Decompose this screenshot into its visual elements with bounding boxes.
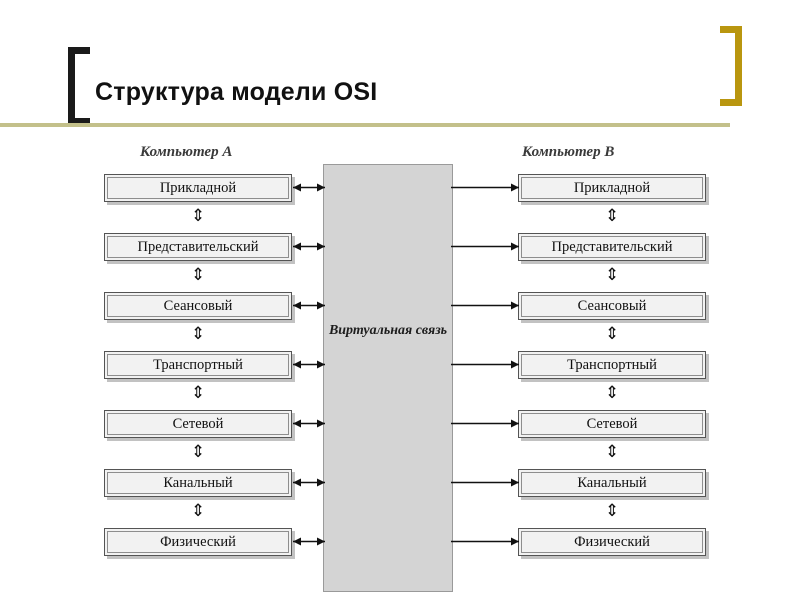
horizontal-connector-arrow [292, 477, 326, 488]
layer-connector-icon: ⇕ [190, 265, 206, 285]
horizontal-connector-arrow [450, 418, 520, 429]
layer-box-left-1: Прикладной [104, 174, 292, 202]
layer-box-left-6: Канальный [104, 469, 292, 497]
layer-box-left-2: Представительский [104, 233, 292, 261]
layer-box-right-2: Представительский [518, 233, 706, 261]
horizontal-connector-arrow [450, 359, 520, 370]
layer-connector-icon: ⇕ [190, 324, 206, 344]
horizontal-connector-arrow [292, 300, 326, 311]
layer-box-right-5: Сетевой [518, 410, 706, 438]
column-title-computer-a: Компьютер A [140, 144, 233, 160]
horizontal-connector-arrow [450, 300, 520, 311]
layer-box-right-4: Транспортный [518, 351, 706, 379]
layer-connector-icon: ⇕ [604, 501, 620, 521]
layer-connector-icon: ⇕ [604, 442, 620, 462]
layer-connector-icon: ⇕ [604, 324, 620, 344]
header-divider [0, 123, 730, 127]
layer-box-left-7: Физический [104, 528, 292, 556]
osi-model-diagram [0, 132, 800, 592]
layer-box-right-3: Сеансовый [518, 292, 706, 320]
horizontal-connector-arrow [292, 182, 326, 193]
layer-box-left-5: Сетевой [104, 410, 292, 438]
horizontal-connector-arrow [292, 418, 326, 429]
decorative-bracket-left [68, 47, 90, 125]
horizontal-connector-arrow [450, 182, 520, 193]
layer-connector-icon: ⇕ [604, 206, 620, 226]
layer-box-left-4: Транспортный [104, 351, 292, 379]
horizontal-connector-arrow [292, 536, 326, 547]
column-title-computer-b: Компьютер B [522, 144, 615, 160]
layer-box-right-6: Канальный [518, 469, 706, 497]
layer-connector-icon: ⇕ [604, 383, 620, 403]
layer-connector-icon: ⇕ [604, 265, 620, 285]
layer-connector-icon: ⇕ [190, 501, 206, 521]
page-title: Структура модели OSI [95, 78, 378, 106]
horizontal-connector-arrow [450, 477, 520, 488]
layer-box-left-3: Сеансовый [104, 292, 292, 320]
horizontal-connector-arrow [292, 359, 326, 370]
virtual-link-band [323, 164, 453, 592]
horizontal-connector-arrow [450, 536, 520, 547]
virtual-link-label: Виртуальная связь [328, 323, 448, 338]
decorative-bracket-right [720, 26, 742, 106]
layer-connector-icon: ⇕ [190, 442, 206, 462]
layer-box-right-1: Прикладной [518, 174, 706, 202]
layer-box-right-7: Физический [518, 528, 706, 556]
layer-connector-icon: ⇕ [190, 383, 206, 403]
horizontal-connector-arrow [292, 241, 326, 252]
horizontal-connector-arrow [450, 241, 520, 252]
layer-connector-icon: ⇕ [190, 206, 206, 226]
